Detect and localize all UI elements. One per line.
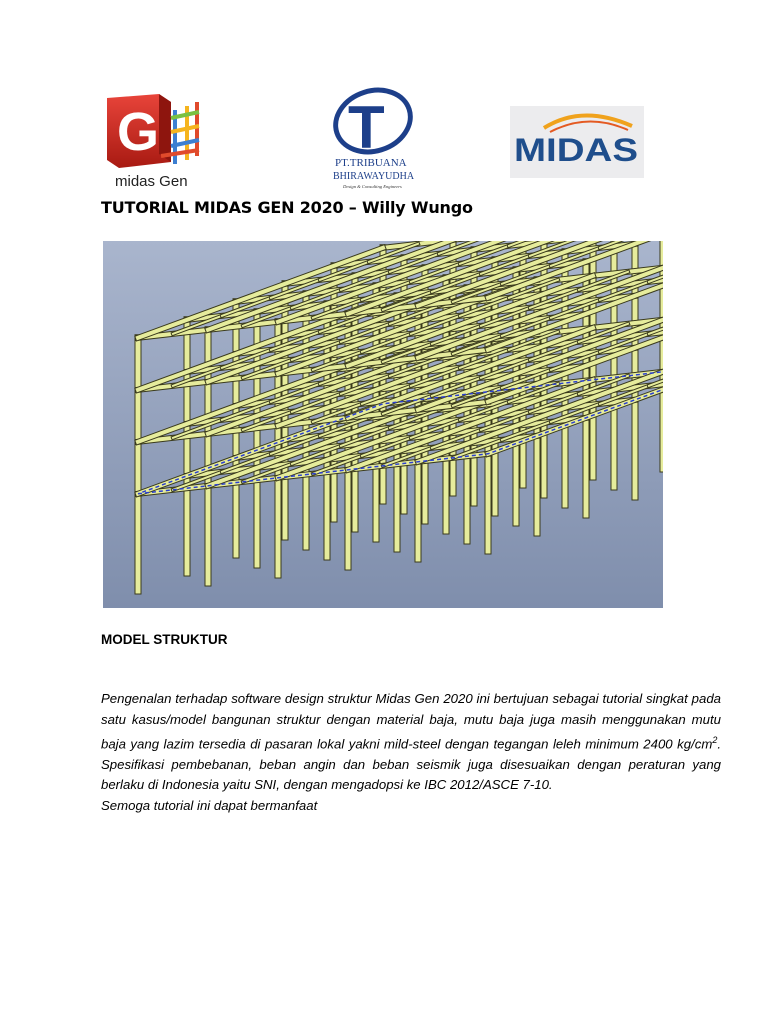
- structural-model-figure: [103, 241, 663, 608]
- tribuana-name-line1: PT.TRIBUANA: [335, 157, 407, 169]
- midas-wordmark: MIDAS: [514, 132, 638, 168]
- document-title: TUTORIAL MIDAS GEN 2020 – Willy Wungo: [101, 198, 473, 217]
- closing-text: Semoga tutorial ini dapat bermanfaat: [101, 797, 318, 813]
- tribuana-tagline: Design & Consulting Engineers: [343, 184, 402, 189]
- midas-gen-letter: G: [117, 102, 160, 162]
- midas-gen-wordmark: midas Gen: [115, 173, 188, 190]
- intro-text: Pengenalan terhadap software design struktur Midas Gen 2020 ini bertujuan sebagai tutorial singkat pada satu kasus/model bangunan struktur dengan material baja, mutu baja juga masih menggunakan mutu baja yang lazim tersedia di pasaran lokal yakni mild-steel dengan tegangan leleh minimum 2400 $kg/cm^2$. Spesifikasi pembebanan, beban angin dan beban seismik juga disesuaikan dengan peraturan yang berlaku di Indonesia yaitu SNI, dengan mengadopsi ke IBC 2012/ASCE 7-10.: [101, 691, 721, 793]
- midas-gen-logo: [101, 92, 201, 190]
- midas-logo: [510, 106, 644, 178]
- tribuana-letter: T: [348, 94, 385, 161]
- intro-paragraph: [101, 689, 721, 816]
- tribuana-name-line2: BHIRAWAYUDHA: [333, 171, 415, 182]
- section-heading: MODEL STRUKTUR: [101, 632, 228, 647]
- tribuana-logo: [331, 86, 423, 192]
